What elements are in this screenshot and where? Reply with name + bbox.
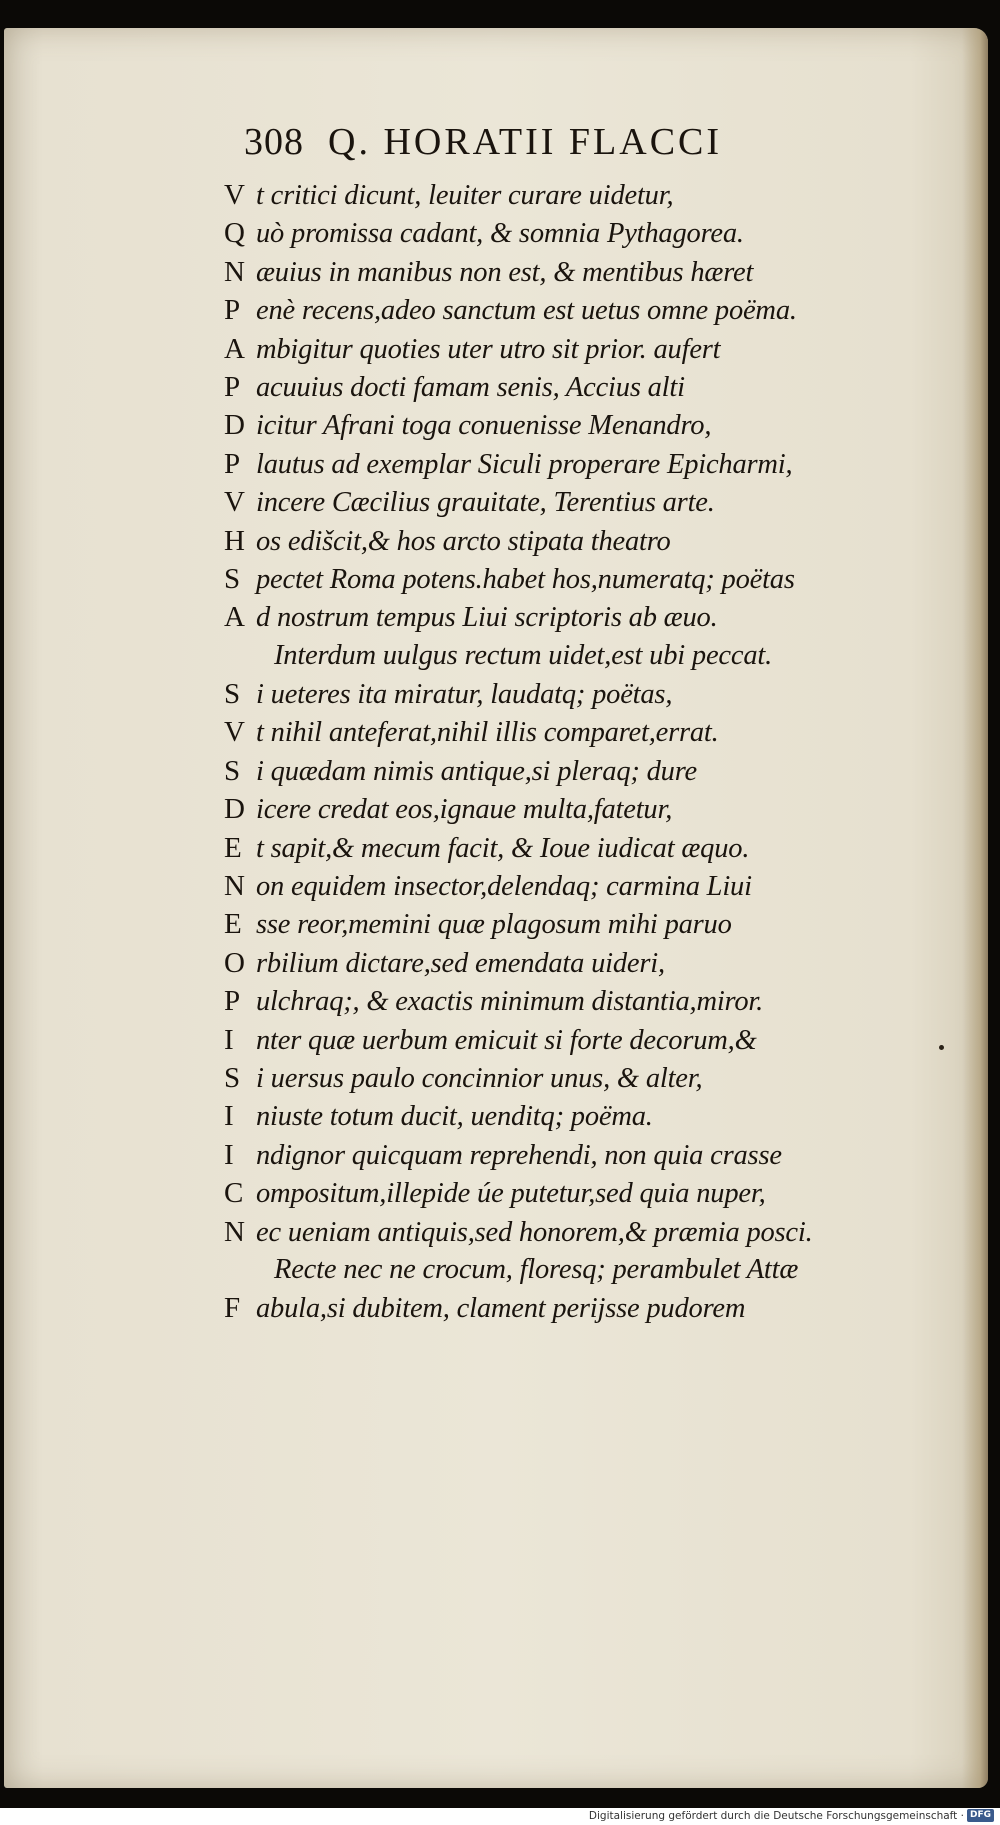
verse-line xyxy=(224,560,924,598)
verse-line xyxy=(224,368,924,406)
book-page xyxy=(4,28,988,1788)
verse-initial: E xyxy=(224,831,242,864)
verse-initial: Q xyxy=(224,217,245,250)
verse-text: ec ueniam antiquis,sed honorem,& præmia posci. xyxy=(256,1216,813,1248)
verse-block xyxy=(224,176,924,1328)
verse-text: t sapit,& mecum facit, & Ioue iudicat æquo. xyxy=(256,832,750,864)
verse-text: ndignor quicquam reprehendi, non quia crasse xyxy=(256,1139,782,1171)
verse-initial: S xyxy=(224,754,241,787)
verse-text: incere Cæcilius grauitate, Terentius arte. xyxy=(256,487,715,519)
verse-text: ulchraq;, & exactis minimum distantia,miror. xyxy=(256,986,764,1018)
verse-text: i ueteres ita miratur, laudatq; poëtas, xyxy=(256,679,673,711)
page-edge xyxy=(962,28,988,1788)
verse-line xyxy=(224,330,924,368)
verse-initial: I xyxy=(224,1138,234,1171)
verse-line xyxy=(224,1289,924,1327)
verse-initial: P xyxy=(224,985,241,1018)
footer-credit: Digitalisierung gefördert durch die Deutsche Forschungsgemeinschaft · xyxy=(588,1809,964,1822)
running-title: Q. HORATII FLACCI xyxy=(328,121,723,163)
verse-line xyxy=(224,1251,924,1289)
verse-text: acuuius docti famam senis, Accius alti xyxy=(256,371,685,403)
verse-initial: F xyxy=(224,1292,241,1325)
verse-initial: S xyxy=(224,1061,241,1094)
verse-initial: P xyxy=(224,294,241,327)
verse-initial: P xyxy=(224,370,241,403)
verse-text: nter quæ uerbum emicuit si forte decorum,& xyxy=(256,1024,757,1056)
verse-line xyxy=(224,445,924,483)
verse-text: i quædam nimis antique,si pleraq; dure xyxy=(256,755,697,787)
verse-line xyxy=(224,1174,924,1212)
verse-text: mbigitur quoties uter utro sit prior. aufert xyxy=(256,333,721,365)
dfg-logo: DFG xyxy=(967,1809,994,1822)
verse-line xyxy=(224,406,924,444)
verse-line xyxy=(224,944,924,982)
verse-text: Recte nec ne crocum, floresq; perambulet Attæ xyxy=(274,1253,799,1285)
verse-line xyxy=(224,1059,924,1097)
verse-line xyxy=(224,637,924,675)
verse-initial: N xyxy=(224,870,245,903)
verse-line xyxy=(224,522,924,560)
verse-text: os edišcit,& hos arcto stipata theatro xyxy=(256,525,671,557)
verse-text: æuius in manibus non est, & mentibus hæret xyxy=(256,256,754,288)
verse-initial: E xyxy=(224,908,242,941)
verse-text: icere credat eos,ignaue multa,fatetur, xyxy=(256,794,673,826)
page-number: 308 xyxy=(244,121,304,163)
verse-line xyxy=(224,675,924,713)
verse-text: lautus ad exemplar Siculi properare Epicharmi, xyxy=(256,448,793,480)
verse-line xyxy=(224,867,924,905)
ink-speck xyxy=(939,1045,944,1050)
verse-initial: V xyxy=(224,486,245,519)
verse-initial: N xyxy=(224,1215,245,1248)
verse-line xyxy=(224,1136,924,1174)
verse-initial: A xyxy=(224,332,245,365)
verse-text: d nostrum tempus Liui scriptoris ab æuo. xyxy=(256,602,718,634)
verse-initial: D xyxy=(224,409,245,442)
verse-line xyxy=(224,1213,924,1251)
verse-initial: P xyxy=(224,447,241,480)
verse-initial: D xyxy=(224,793,245,826)
verse-initial: S xyxy=(224,562,241,595)
verse-text: niuste totum ducit, uenditq; poëma. xyxy=(256,1101,653,1133)
verse-initial: S xyxy=(224,678,241,711)
verse-initial: V xyxy=(224,716,245,749)
verse-text: t nihil anteferat,nihil illis comparet,errat. xyxy=(256,717,719,749)
verse-text: uò promissa cadant, & somnia Pythagorea. xyxy=(256,218,744,250)
verse-line xyxy=(224,176,924,214)
verse-line xyxy=(224,829,924,867)
verse-line xyxy=(224,790,924,828)
verse-initial: O xyxy=(224,946,245,979)
verse-line xyxy=(224,905,924,943)
verse-line xyxy=(224,598,924,636)
verse-line xyxy=(224,214,924,252)
verse-text: i uersus paulo concinnior unus, & alter, xyxy=(256,1062,703,1094)
verse-line xyxy=(224,253,924,291)
verse-text: icitur Afrani toga conuenisse Menandro, xyxy=(256,410,712,442)
running-header xyxy=(244,120,722,164)
verse-line xyxy=(224,713,924,751)
verse-text: abula,si dubitem, clament perijsse pudorem xyxy=(256,1293,746,1325)
verse-line xyxy=(224,1097,924,1135)
verse-text: t critici dicunt, leuiter curare uidetur, xyxy=(256,180,674,211)
verse-initial: V xyxy=(224,179,245,211)
digitization-footer xyxy=(589,1809,994,1822)
verse-initial: A xyxy=(224,601,245,634)
verse-line xyxy=(224,982,924,1020)
verse-text: enè recens,adeo sanctum est uetus omne poëma. xyxy=(256,295,797,327)
verse-line xyxy=(224,752,924,790)
verse-line xyxy=(224,291,924,329)
verse-text: on equidem insector,delendaq; carmina Liui xyxy=(256,871,752,903)
verse-initial: N xyxy=(224,255,245,288)
verse-initial: I xyxy=(224,1100,234,1133)
verse-text: sse reor,memini quæ plagosum mihi paruo xyxy=(256,909,732,941)
verse-initial: H xyxy=(224,524,245,557)
verse-text: Interdum uulgus rectum uidet,est ubi peccat. xyxy=(274,639,773,671)
verse-line xyxy=(224,483,924,521)
verse-text: rbilium dictare,sed emendata uideri, xyxy=(256,947,665,979)
verse-text: pectet Roma potens.habet hos,numeratq; poëtas xyxy=(256,563,795,595)
verse-line xyxy=(224,1021,924,1059)
verse-initial: I xyxy=(224,1023,234,1056)
verse-text: ompositum,illepide úe putetur,sed quia nuper, xyxy=(256,1178,766,1210)
verse-initial: C xyxy=(224,1177,244,1210)
